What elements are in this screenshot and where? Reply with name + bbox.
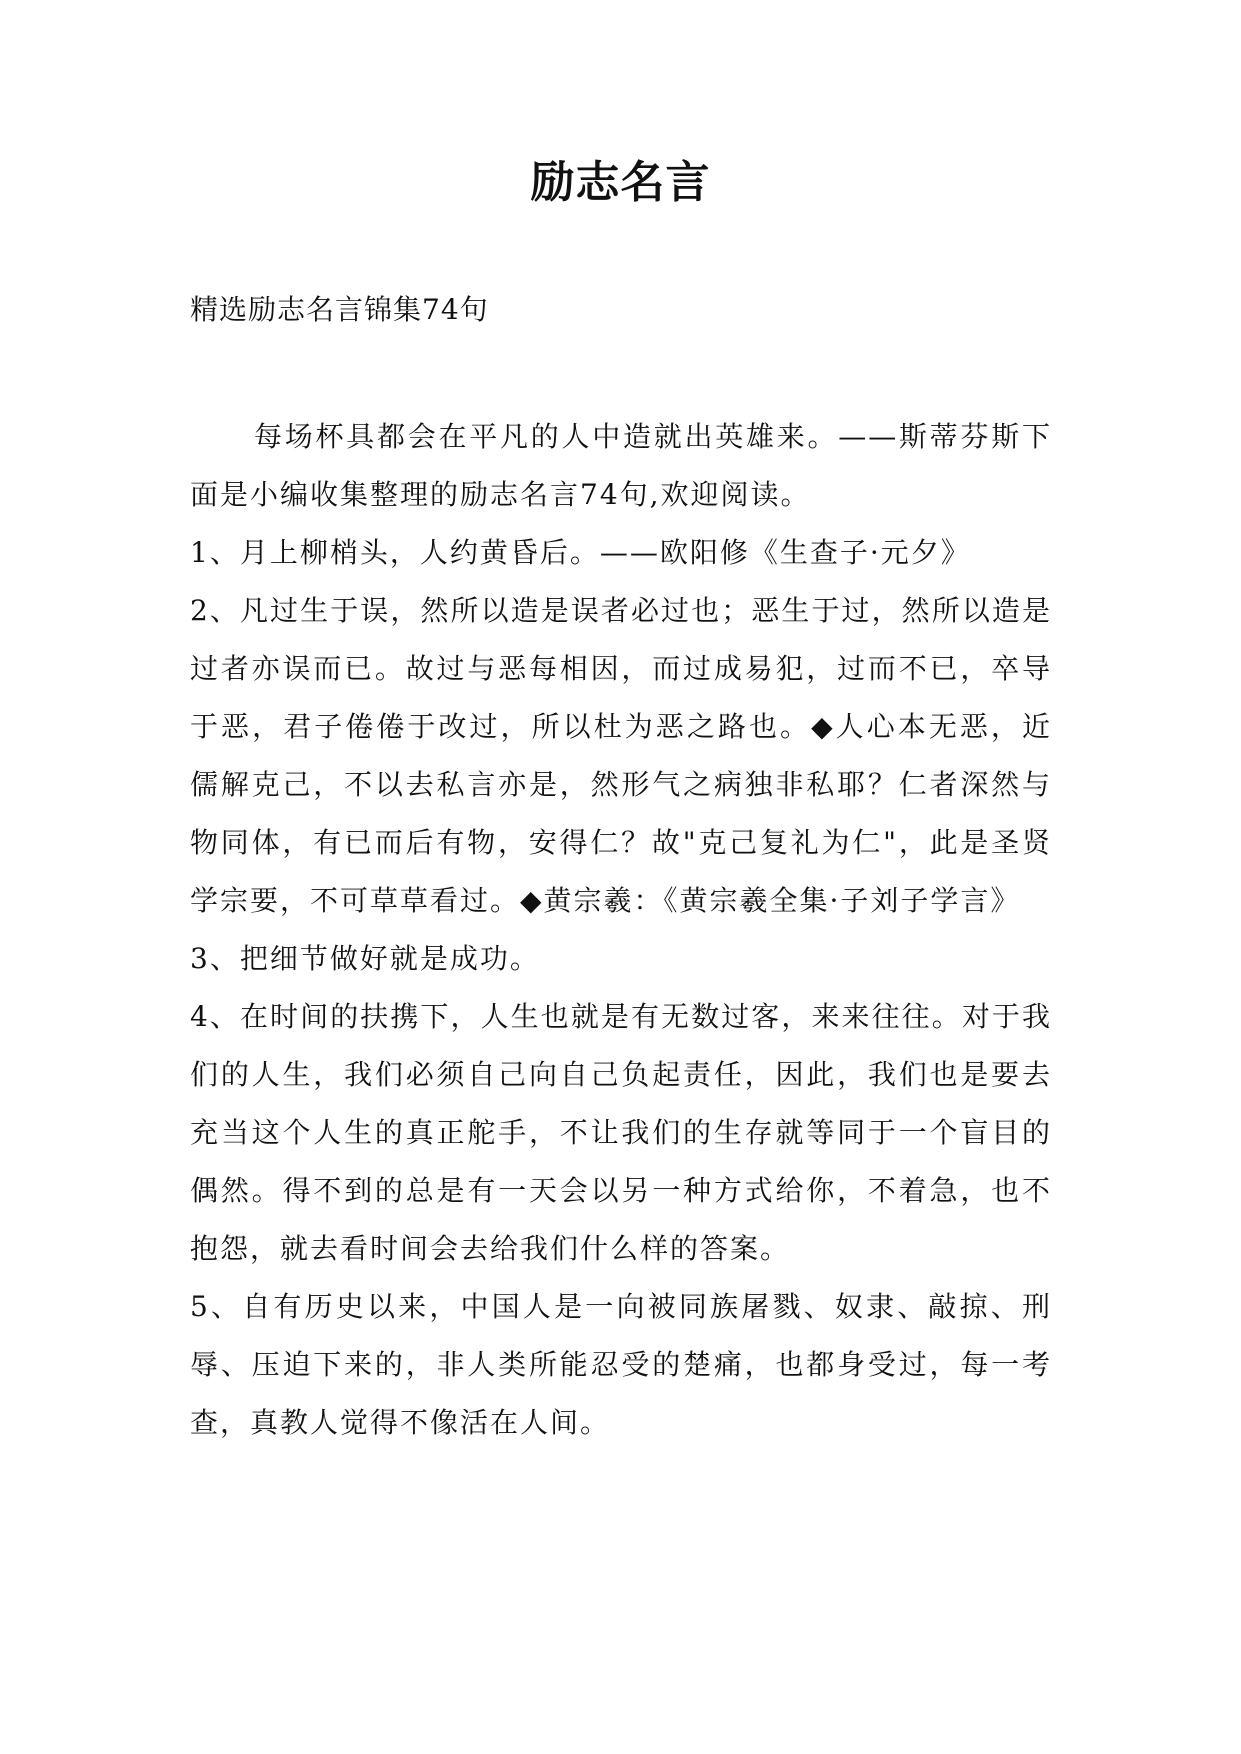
quote-paragraph-3: 3、把细节做好就是成功。 [190, 942, 540, 975]
document-subtitle: 精选励志名言锦集74句 [190, 293, 489, 326]
intro-paragraph: 每场杯具都会在平凡的人中造就出英雄来。——斯蒂芬斯下面是小编收集整理的励志名言74句,欢迎阅读。 [190, 420, 1052, 511]
document-title: 励志名言 [530, 157, 711, 208]
quote-paragraph-4: 4、在时间的扶携下，人生也就是有无数过客，来来往往。对于我们的人生，我们必须自己向自己负起责任，因此，我们也是要去充当这个人生的真正舵手，不让我们的生存就等同于一个盲目的偶然。得不到的总是有一天会以另一种方式给你，不着急，也不抱怨，就去看时间会去给我们什么样的答案。 [190, 1000, 1052, 1265]
quote-paragraph-1: 1、月上柳梢头，人约黄昏后。——欧阳修《生查子·元夕》 [190, 536, 971, 569]
quote-paragraph-2: 2、凡过生于误，然所以造是误者必过也；恶生于过，然所以造是过者亦误而已。故过与恶每相因，而过成易犯，过而不已，卒导于恶，君子倦倦于改过，所以杜为恶之路也。◆人心本无恶，近儒解克己，不以去私言亦是，然形气之病独非私耶？仁者深然与物同体，有已而后有物，安得仁？故"克己复礼为仁"，此是圣贤学宗要，不可草草看过。◆黄宗羲：《黄宗羲全集·子刘子学言》 [190, 594, 1052, 917]
quote-paragraph-5: 5、自有历史以来，中国人是一向被同族屠戮、奴隶、敲掠、刑辱、压迫下来的，非人类所能忍受的楚痛，也都身受过，每一考查，真教人觉得不像活在人间。 [190, 1290, 1052, 1439]
document-body [190, 408, 1052, 1452]
